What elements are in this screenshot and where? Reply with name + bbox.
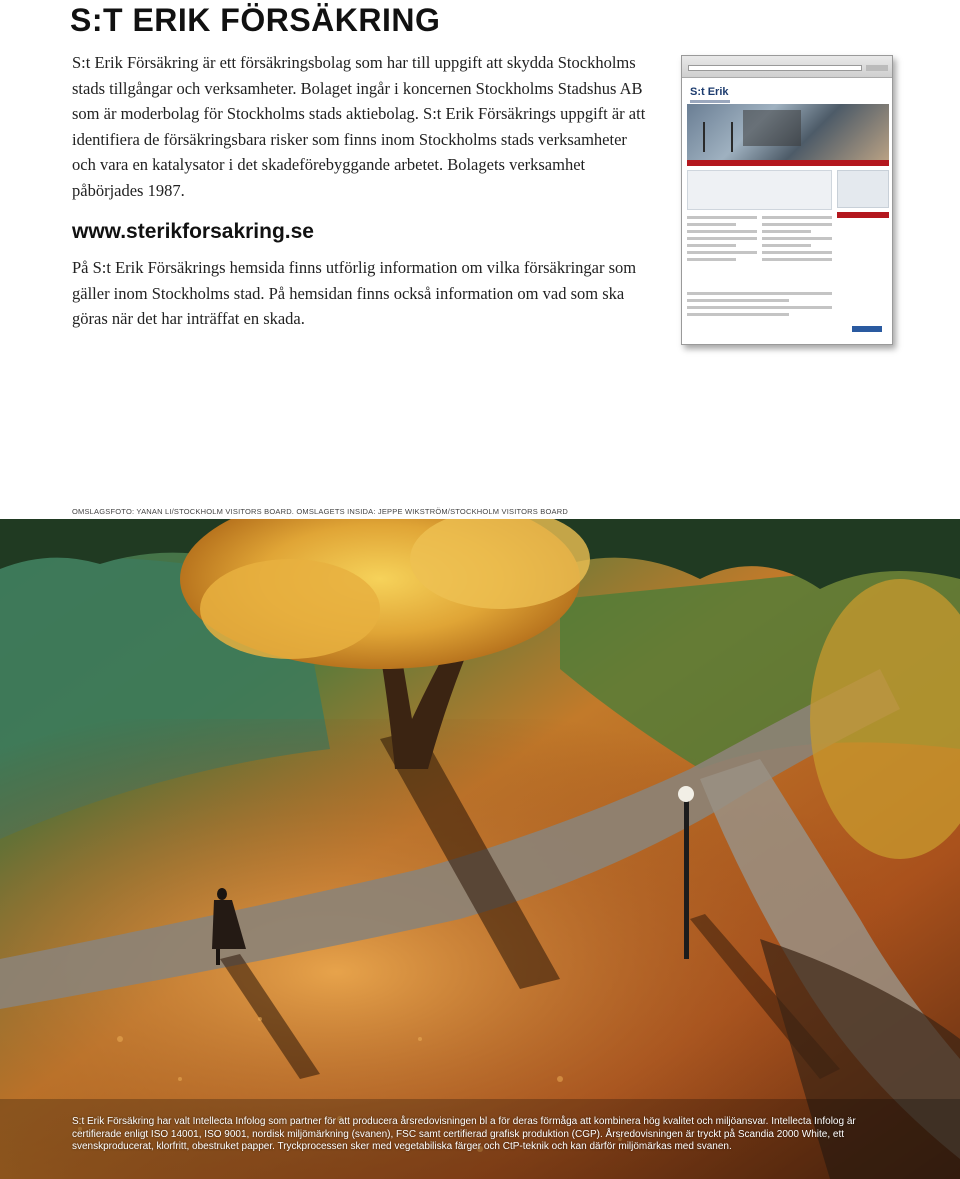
page-title: S:T ERIK FÖRSÄKRING <box>70 2 441 38</box>
park-illustration <box>0 519 960 1179</box>
site-tagline-bar <box>690 100 730 103</box>
website-screenshot <box>681 55 893 345</box>
site-news-box <box>687 170 832 210</box>
site-column-right <box>762 216 832 286</box>
site-column-left <box>687 216 757 286</box>
site-red-button <box>837 212 889 218</box>
website-url[interactable]: www.sterikforsakring.se <box>72 220 314 243</box>
site-navbar <box>687 160 889 166</box>
stockholm-logo-icon <box>852 326 882 332</box>
lamp-post <box>684 799 689 959</box>
production-caption: S:t Erik Försäkring har valt Intellecta Infolog som partner för att producera årsredovisningen bl a för deras förmåga att kombinera hög kvalitet och miljöansvar. Intellecta Infolog är certifierade enligt ISO 14001, ISO 9001, nordisk miljömärkning (svanen), FSC samt certifierad grafisk produktion (CGP). Årsredovisningen är tryckt på Scandia 2000 White, ett svenskproducerat, klorfritt, obestruket papper. Tryckprocessen sker med vegetabiliska färger och CtP-teknik och kan därför miljömärkas med svanen. <box>72 1116 856 1152</box>
autumn-park-photo <box>0 519 960 1179</box>
browser-buttons <box>866 65 888 71</box>
person-leg <box>216 949 220 965</box>
photo-credit: OMSLAGSFOTO: YANAN LI/STOCKHOLM VISITORS BOARD. OMSLAGETS INSIDA: JEPPE WIKSTRÖM/STOCKHOLM VISITORS BOARD <box>72 507 568 516</box>
ship-icon <box>703 122 733 152</box>
hero-text-box <box>743 110 801 146</box>
intro-paragraph: S:t Erik Försäkring är ett försäkringsbolag som har till uppgift att skydda Stockholms stads tillgångar och verksamheter. Bolaget ingår i koncernen Stockholms Stadshus AB som är moderbolag för Stockholms stads aktiebolag. S:t Erik Försäkrings uppgift är att identifiera de försäkringsbara risker som finns inom Stockholms stads verksamheter och vara en katalysator i det skadeförebyggande arbetet. Bolagets verksamhet påbörjades 1987. <box>72 53 646 200</box>
site-column-bottom <box>687 292 832 326</box>
tree-canopy-left <box>200 559 380 659</box>
lamp-globe <box>678 786 694 802</box>
address-bar <box>688 65 862 71</box>
site-logo: S:t Erik <box>690 86 729 98</box>
site-hero-image <box>687 104 889 160</box>
website-description: På S:t Erik Försäkrings hemsida finns utförlig information om vilka försäkringar som gäller inom Stockholms stad. På hemsidan finns också information om vad som ska göras när det har inträffat en skada. <box>72 258 637 328</box>
browser-chrome <box>682 56 892 78</box>
person-head <box>217 888 227 900</box>
site-sidebar-box <box>837 170 889 208</box>
